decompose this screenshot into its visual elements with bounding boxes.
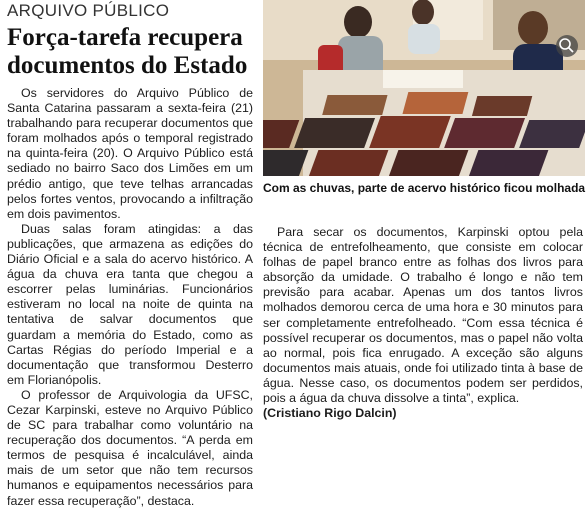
- paragraph: Os servidores do Arquivo Público de Santa Catarina passaram a sexta-feira (21) trabalhando para recuperar documentos que foram molhados após o temporal registrado na quinta-feira (20). O Arquivo Público está sediado no bairro Saco dos Limões em um prédio antigo, que teve telhas arrancadas pelos fortes ventos, provocando a infiltração em dois pavimentos.: [7, 86, 253, 221]
- article-column-left: [7, 86, 253, 509]
- paragraph: Duas salas foram atingidas: a das publicações, que armazena as edições do Diário Oficial e a sala do acervo histórico. A água da chuva era tanta que chegou a escorrer pelas luminárias. Funcionários estiveram no local na noite de quinta na tentativa de salvar documentos que guardam a memória do Estado, como as Cartas Régias do período Imperial e a documentação que transformou Desterro em Florianópolis.: [7, 221, 253, 387]
- headline: Força-tarefa recupera documentos do Estado: [7, 24, 248, 79]
- paragraph: Para secar os documentos, Karpinski optou pela técnica de entrefolheamento, que consiste em colocar folhas de papel branco entre as folhas dos livros para absorção da umidade. O trabalho é longo e não tem previsão para acabar. Apenas um dos tantos livros molhados demorou cerca de uma hora e 30 minutos para ser completamente entrefolheado. “Com essa técnica é possível recuperar os documentos, mas o papel não volta ao normal, pois fica enrugado. A exceção são alguns documentos mais atuais, onde foi utilizado tinta à base de água. Nesse caso, os documentos podem ser perdidos, pois a água da chuva dissolve a tinta”, explica.: [263, 225, 583, 406]
- photo-caption: Com as chuvas, parte de acervo histórico ficou molhada: [263, 181, 586, 195]
- photo-illustration: [263, 0, 585, 176]
- news-photo: [263, 0, 585, 176]
- paragraph: O professor de Arquivologia da UFSC, Cezar Karpinski, esteve no Arquivo Público de SC para trabalhar como voluntário na recuperação dos documentos. “A perda em termos de pesquisa é incalculável, ainda mais de um setor que não tem recursos humanos e equipamentos necessários para fazer essa recuperação”, destaca.: [7, 387, 253, 508]
- author-credit: (Cristiano Rigo Dalcin): [263, 406, 397, 421]
- section-label: ARQUIVO PÚBLICO: [7, 1, 170, 20]
- article-column-right: [263, 225, 583, 421]
